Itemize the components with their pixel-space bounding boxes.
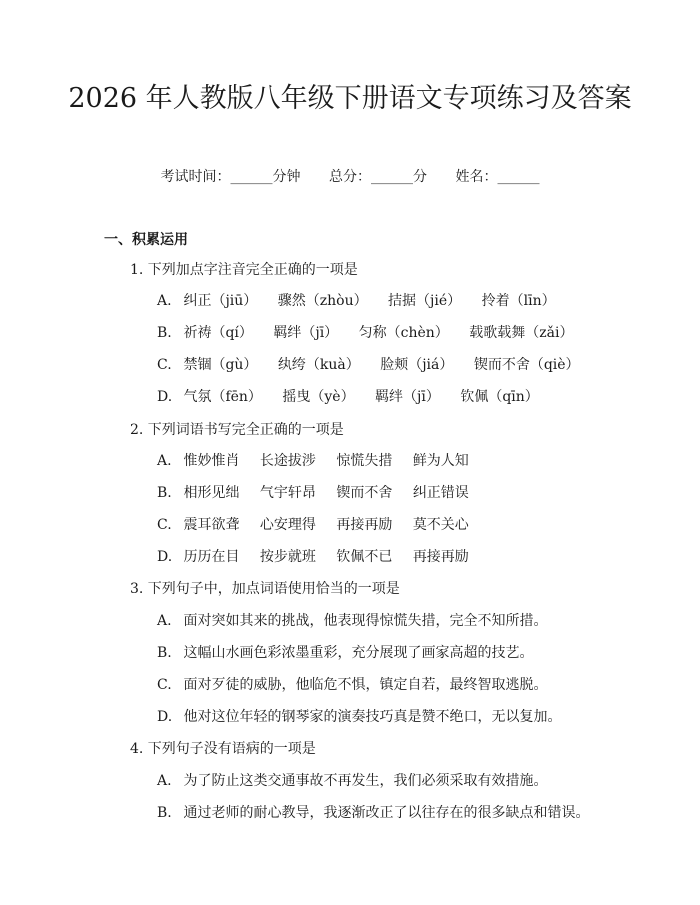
exam-info-line	[0, 166, 700, 188]
option-letter: B.	[157, 805, 172, 821]
option-term: 脸颊（jiá）	[380, 357, 454, 373]
option-sentence: 为了防止这类交通事故不再发生，我们必须采取有效措施。	[183, 773, 548, 789]
exam-time: 考试时间：______分钟	[160, 169, 301, 185]
option-letter: B.	[157, 325, 172, 341]
option-term: 鲜为人知	[412, 453, 469, 469]
option-term: 惟妙惟肖	[183, 453, 240, 469]
question-2-option-b	[157, 482, 485, 504]
option-term: 匀称（chèn）	[358, 325, 449, 341]
option-letter: A.	[157, 293, 172, 309]
option-letter: A.	[157, 453, 172, 469]
option-term: 莫不关心	[412, 517, 469, 533]
question-2-option-c	[157, 514, 485, 536]
option-term: 禁锢（gù）	[183, 357, 258, 373]
option-letter: B.	[157, 485, 172, 501]
option-term: 再接再励	[412, 549, 469, 565]
option-letter: C.	[157, 677, 172, 693]
question-3-option-d	[157, 706, 577, 728]
option-term: 拮据（jié）	[388, 293, 462, 309]
option-term: 羁绊（jī）	[273, 325, 339, 341]
option-term: 再接再励	[336, 517, 393, 533]
option-term: 气宇轩昂	[259, 485, 316, 501]
question-1-option-b	[157, 322, 589, 344]
question-4-option-b	[157, 802, 605, 824]
option-term: 气氛（fēn）	[183, 389, 262, 405]
option-letter: C.	[157, 357, 172, 373]
option-sentence: 这幅山水画色彩浓墨重彩，充分展现了画家高超的技艺。	[183, 645, 534, 661]
section-heading: 一、积累运用	[104, 232, 188, 248]
option-letter: D.	[157, 549, 173, 565]
question-4-option-a	[157, 770, 563, 792]
question-3-option-c	[157, 674, 563, 696]
option-term: 锲而不舍（qiè）	[473, 357, 580, 373]
option-term: 锲而不舍	[336, 485, 393, 501]
question-3-option-b	[157, 642, 549, 664]
option-term: 长途拔涉	[259, 453, 316, 469]
option-letter: D.	[157, 709, 173, 725]
option-term: 纠正（jiū）	[183, 293, 258, 309]
question-1-option-d	[157, 386, 555, 408]
option-term: 按步就班	[259, 549, 316, 565]
option-term: 钦佩不已	[336, 549, 393, 565]
option-term: 相形见绌	[183, 485, 240, 501]
option-term: 羁绊（jī）	[375, 389, 440, 405]
option-letter: C.	[157, 517, 172, 533]
question-1-stem: 1. 下列加点字注音完全正确的一项是	[130, 262, 358, 278]
option-letter: A.	[157, 613, 172, 629]
question-1-option-a	[157, 290, 572, 312]
option-letter: B.	[157, 645, 172, 661]
option-letter: D.	[157, 389, 173, 405]
option-term: 载歌载舞（zǎi）	[469, 325, 574, 341]
question-2-option-d	[157, 546, 485, 568]
option-term: 震耳欲聋	[183, 517, 240, 533]
option-term: 惊慌失措	[336, 453, 393, 469]
exam-student-name: 姓名：______	[455, 169, 540, 185]
option-term: 摇曳（yè）	[282, 389, 355, 405]
option-term: 纠正错误	[412, 485, 469, 501]
question-2-option-a	[157, 450, 485, 472]
option-term: 心安理得	[259, 517, 316, 533]
option-term: 骤然（zhòu）	[277, 293, 368, 309]
question-3-option-a	[157, 610, 563, 632]
question-3-stem: 3. 下列句子中，加点词语使用恰当的一项是	[130, 581, 400, 597]
question-2-stem: 2. 下列词语书写完全正确的一项是	[130, 422, 344, 438]
option-sentence: 面对突如其来的挑战，他表现得惊慌失措，完全不知所措。	[183, 613, 548, 629]
option-sentence: 他对这位年轻的钢琴家的演奏技巧真是赞不绝口，无以复加。	[183, 709, 562, 725]
exam-total-score: 总分：______分	[329, 169, 427, 185]
option-term: 拎着（līn）	[481, 293, 556, 309]
option-term: 纨绔（kuà）	[277, 357, 360, 373]
question-1-option-c	[157, 354, 596, 376]
option-sentence: 面对歹徒的威胁，他临危不惧，镇定自若，最终智取逃脱。	[183, 677, 548, 693]
option-term: 祈祷（qí）	[183, 325, 253, 341]
option-sentence: 通过老师的耐心教导，我逐渐改正了以往存在的很多缺点和错误。	[183, 805, 590, 821]
question-4-stem: 4. 下列句子没有语病的一项是	[130, 741, 316, 757]
option-term: 历历在目	[183, 549, 240, 565]
option-letter: A.	[157, 773, 172, 789]
document-title: 2026 年人教版八年级下册语文专项练习及答案	[68, 83, 632, 114]
option-term: 钦佩（qīn）	[460, 389, 539, 405]
